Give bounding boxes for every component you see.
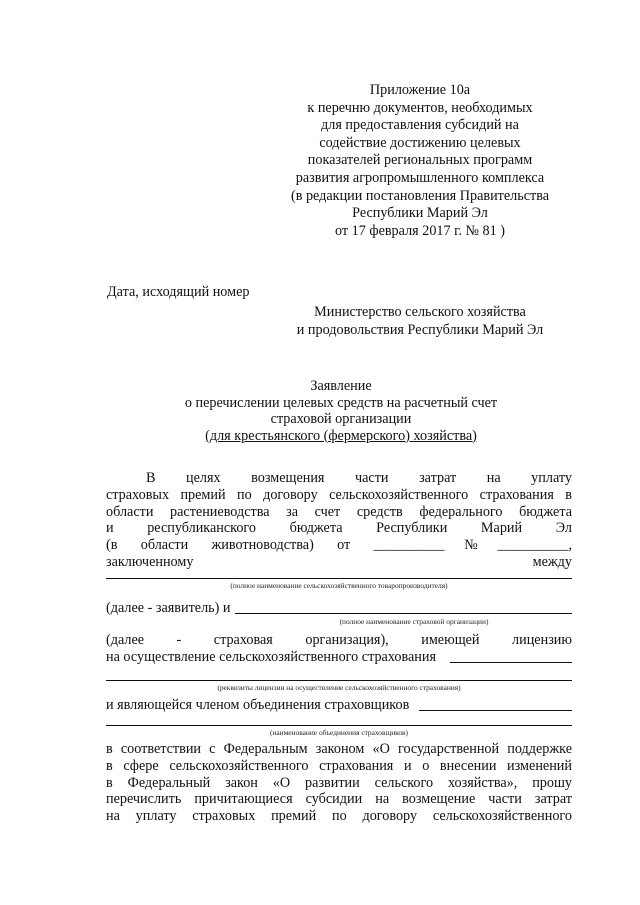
recipient-line-1: Министерство сельского хозяйства xyxy=(314,304,526,320)
union-caption: (наименование объединения страховщиков) xyxy=(269,728,409,737)
recipient-block xyxy=(270,304,570,339)
license-details-line[interactable] xyxy=(106,680,572,681)
paragraph-3 xyxy=(106,741,572,825)
union-field xyxy=(106,725,572,737)
applicant-row-block xyxy=(106,600,572,626)
appendix-line: от 17 февраля 2017 г. № 81 ) xyxy=(334,222,506,239)
paragraph-line: в соответствии с Федеральным законом «О государственной поддержке xyxy=(106,741,572,757)
paragraph-line: и республиканского бюджета Республики Марий Эл xyxy=(106,520,572,537)
appendix-line: (в редакции постановления Правительства xyxy=(290,187,550,204)
paragraph-line: заключенному между xyxy=(106,553,572,570)
paragraph-line: в сфере сельскохозяйственного страхования и о внесении изменений xyxy=(106,757,572,774)
insurer-caption: (полное наименование страховой организации) xyxy=(339,616,489,626)
appendix-line: для предоставления субсидий на xyxy=(321,117,519,134)
title-line-4: (для крестьянского (фермерского) хозяйства) xyxy=(205,427,477,444)
date-outgoing-number-label: Дата, исходящий номер xyxy=(107,284,250,300)
recipient-line-2: и продовольствия Республики Марий Эл xyxy=(296,321,544,338)
paragraph-line: в Федеральный закон «О развитии сельского хозяйства», прошу xyxy=(106,774,572,791)
appendix-header xyxy=(270,82,570,240)
member-row xyxy=(106,697,572,714)
applicant-label: (далее - заявитель) и xyxy=(106,600,231,616)
license-line-short[interactable] xyxy=(450,662,572,663)
appendix-line: показателей региональных программ xyxy=(307,152,533,169)
paragraph-line: (в области животноводства) от __________№__________, xyxy=(106,537,572,554)
paragraph-line: перечислить причитающиеся субсидии на возмещение части затрат xyxy=(106,791,572,808)
paragraph-line: страховых премий по договору сельскохозяйственного страхования в xyxy=(106,486,572,503)
member-row-block xyxy=(106,697,572,714)
license-row xyxy=(106,649,572,666)
producer-field xyxy=(106,578,572,590)
paragraph-line: области растениеводства за счет средств федерального бюджета xyxy=(106,503,572,520)
appendix-line: содействие достижению целевых xyxy=(319,134,521,151)
appendix-line: к перечню документов, необходимых xyxy=(307,99,533,116)
appendix-line: Республики Марий Эл xyxy=(352,205,488,222)
union-name-line[interactable] xyxy=(106,725,572,726)
producer-name-line[interactable] xyxy=(106,578,572,579)
appendix-line: развития агропромышленного комплекса xyxy=(295,169,545,186)
appendix-line: Приложение 10а xyxy=(369,82,471,98)
union-line-short[interactable] xyxy=(419,710,572,711)
paragraph-2 xyxy=(106,632,572,666)
paragraph-line: (далее - страховая организация), имеющей лицензию xyxy=(106,632,572,648)
paragraph-1 xyxy=(106,470,572,571)
license-caption: (реквизиты лицензии на осуществление сельскохозяйственного страхования) xyxy=(217,683,461,692)
license-field xyxy=(106,680,572,692)
paragraph-line: В целях возмещения части затрат на уплату xyxy=(146,470,572,486)
document-title xyxy=(106,378,576,444)
paragraph-line: на уплату страховых премий по договору сельскохозяйственного xyxy=(106,808,572,825)
insurer-name-line[interactable] xyxy=(235,613,573,614)
member-label: и являющейся членом объединения страховщиков xyxy=(106,697,410,713)
producer-caption: (полное наименование сельскохозяйственного товаропроизводителя) xyxy=(230,581,448,590)
title-line-1: Заявление xyxy=(310,378,372,394)
title-line-2: о перечислении целевых средств на расчетный счет xyxy=(184,394,498,411)
license-label: на осуществление сельскохозяйственного страхования xyxy=(106,648,436,665)
title-line-3: страховой организации xyxy=(270,411,412,427)
applicant-row xyxy=(106,600,572,617)
